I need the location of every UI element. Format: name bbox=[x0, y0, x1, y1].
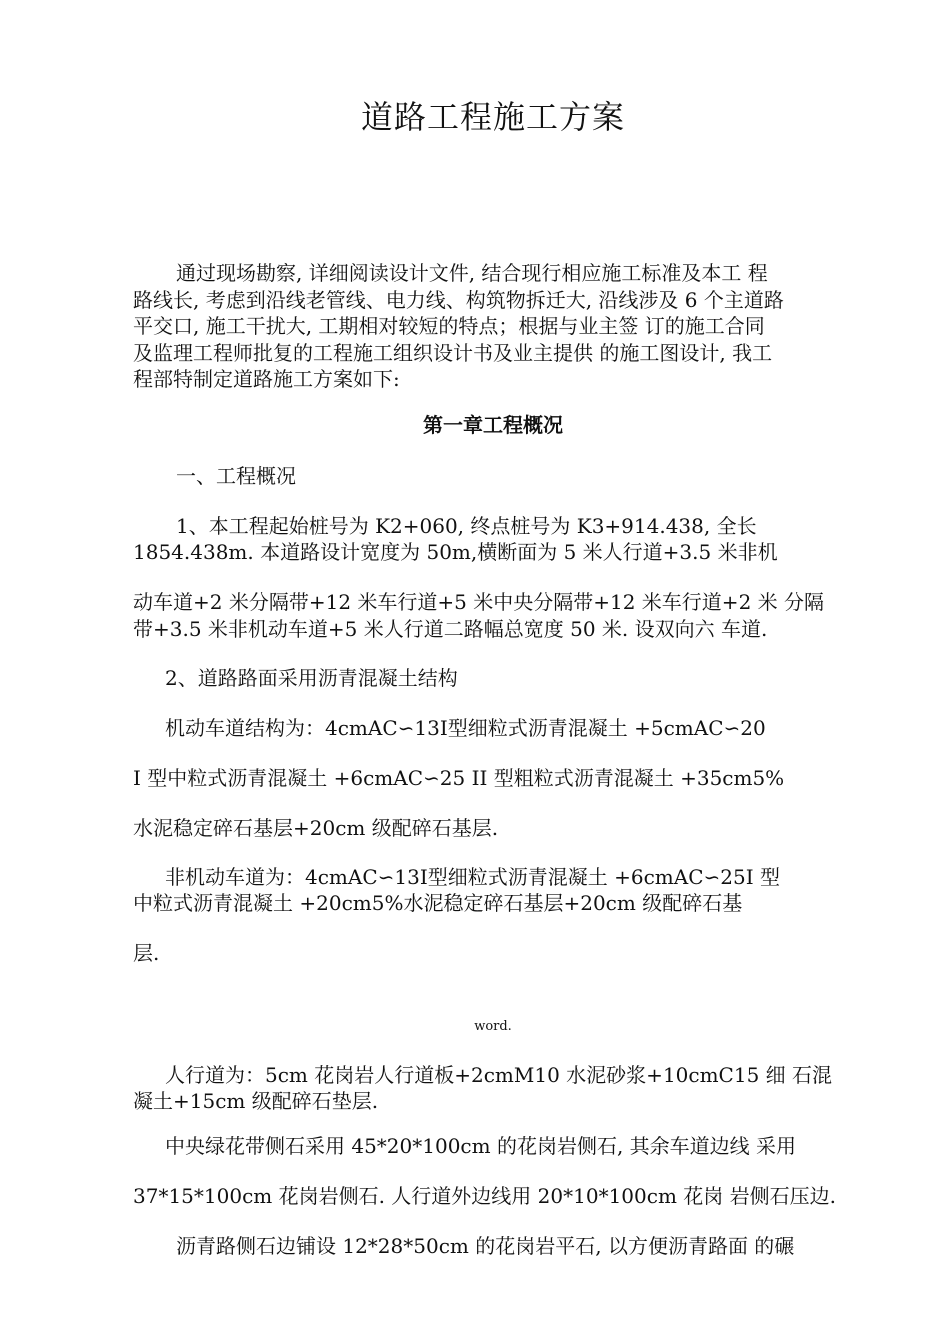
intro-line: 及监理工程师批复的工程施工组织设计书及业主提供 的施工图设计, 我工 bbox=[133, 341, 773, 365]
item1-line: 带+3.5 米非机动车道+5 米人行道二路幅总宽度 50 米. 设双向六 车道. bbox=[133, 617, 768, 641]
intro-line: 通过现场勘察, 详细阅读设计文件, 结合现行相应施工标准及本工 程 bbox=[176, 261, 768, 285]
nonmotor-lane-line: 非机动车道为：4cmAC∽13Ⅰ型细粒式沥青混凝土 +6cmAC∽25Ⅰ 型 bbox=[165, 865, 780, 889]
curb-line: 37*15*100cm 花岗岩侧石. 人行道外边线用 20*10*100cm 花岗 岩侧石压边. bbox=[133, 1184, 836, 1208]
nonmotor-lane-line: 中粒式沥青混凝土 +20cm5%水泥稳定碎石基层+20cm 级配碎石基 bbox=[133, 891, 743, 915]
item1-line: 1854.438m. 本道路设计宽度为 50m,横断面为 5 米人行道+3.5 米非机 bbox=[133, 540, 778, 564]
item1-line: 动车道+2 米分隔带+12 米车行道+5 米中央分隔带+12 米车行道+2 米 分隔 bbox=[133, 590, 825, 614]
curb-line: 中央绿花带侧石采用 45*20*100cm 的花岗岩侧石, 其余车道边线 采用 bbox=[165, 1134, 797, 1158]
intro-line: 程部特制定道路施工方案如下: bbox=[133, 367, 400, 391]
intro-line: 平交口, 施工干扰大, 工期相对较短的特点；根据与业主签 订的施工合同 bbox=[133, 314, 765, 338]
flat-stone-line: 沥青路侧石边铺设 12*28*50cm 的花岗岩平石, 以方便沥青路面 的碾 bbox=[176, 1234, 795, 1258]
motor-lane-line: I 型中粒式沥青混凝土 +6cmAC∽25 II 型粗粒式沥青混凝土 +35cm5% bbox=[133, 766, 785, 790]
chapter-title: 第一章工程概况 bbox=[423, 413, 563, 437]
intro-line: 路线长, 考虑到沿线老管线、电力线、构筑物拆迁大, 沿线涉及 6 个主道路 bbox=[133, 288, 784, 312]
section-heading: 一、工程概况 bbox=[176, 464, 296, 488]
sidewalk-line: 凝土+15cm 级配碎石垫层. bbox=[133, 1089, 379, 1113]
item2-heading: 2、道路路面采用沥青混凝土结构 bbox=[165, 666, 458, 690]
page-footer: word. bbox=[474, 1019, 512, 1034]
document-title: 道路工程施工方案 bbox=[360, 98, 625, 136]
nonmotor-lane-line: 层. bbox=[133, 941, 160, 965]
item1-line: 1、本工程起始桩号为 K2+060, 终点桩号为 K3+914.438, 全长 bbox=[176, 514, 757, 538]
sidewalk-line: 人行道为：5cm 花岗岩人行道板+2cmM10 水泥砂浆+10cmC15 细 石混 bbox=[165, 1063, 833, 1087]
motor-lane-line: 水泥稳定碎石基层+20cm 级配碎石基层. bbox=[133, 816, 499, 840]
motor-lane-line: 机动车道结构为：4cmAC∽13Ⅰ型细粒式沥青混凝土 +5cmAC∽20 bbox=[165, 716, 766, 740]
